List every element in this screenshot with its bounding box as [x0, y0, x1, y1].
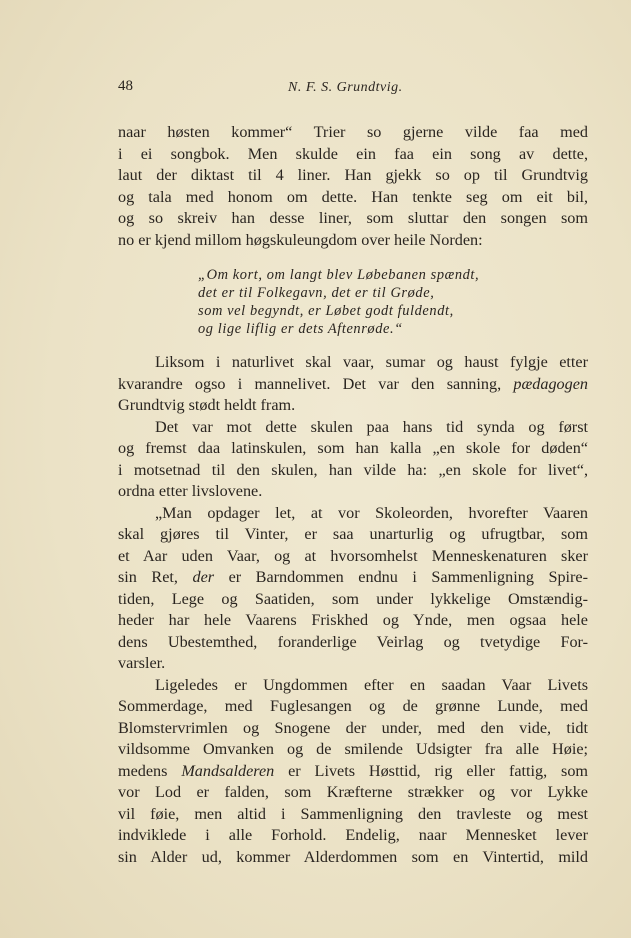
text-line: vildsomme Omvanken og de smilende Udsigter fra alle Høie; — [118, 740, 588, 758]
text-line: skal gjøres til Vinter, er saa unarturlig og ufrugtbar, som — [118, 525, 588, 543]
text-run: kvarandre ogso i mannelivet. Det var den sanning, — [118, 374, 514, 393]
text-line: dens Ubestemthed, foranderlige Veirlag og tvetydige For- — [118, 632, 588, 651]
verse-line: det er til Folkegavn, det er til Grøde, — [198, 285, 435, 301]
text-line — [118, 567, 588, 589]
paragraph-1 — [118, 122, 588, 251]
text-line: no er kjend millom høgskuleungdom over heile Norden: — [118, 230, 483, 249]
text-line: ordna etter livslovene. — [118, 482, 263, 500]
text-run: er Barndommen endnu i Sammenligning Spire- — [214, 568, 588, 586]
text-line: og fremst daa latinskulen, som han kalla „en skole for døden“ — [118, 439, 588, 457]
body-text — [118, 122, 588, 868]
text-line: varsler. — [118, 654, 166, 672]
text-line: Det var mot dette skulen paa hans tid synda og først — [155, 417, 588, 436]
text-line: naar høsten kommer“ Trier so gjerne vilde faa med — [118, 123, 588, 141]
verse-line: som vel begyndt, er Løbet godt fuldendt, — [198, 303, 454, 319]
text-line: Ligeledes er Ungdommen efter en saadan Vaar Livets — [155, 675, 588, 694]
text-run: medens — [118, 761, 182, 780]
text-run: sin Ret, — [118, 568, 193, 586]
paragraph-5 — [118, 675, 588, 869]
paragraph-2 — [118, 352, 588, 417]
text-line: indviklede i alle Forhold. Endelig, naar Mennesket lever — [118, 826, 588, 844]
text-line: et Aar uden Vaar, og at hvorsomhelst Menneskenaturen sker — [118, 546, 588, 565]
text-line: sin Alder ud, kommer Alderdommen som en Vintertid, mild — [118, 847, 588, 866]
running-head: N. F. S. Grundtvig. — [288, 80, 403, 95]
verse-quote — [198, 266, 588, 338]
emphasis: der — [192, 568, 215, 586]
paragraph-3 — [118, 417, 588, 503]
text-line: Sommerdage, med Fuglesangen og de grønne Lunde, med — [118, 697, 588, 715]
text-line: Grundtvig stødt heldt fram. — [118, 396, 296, 414]
page-number: 48 — [118, 78, 133, 94]
verse-line: „Om kort, om langt blev Løbebanen spændt, — [198, 267, 480, 283]
text-line: i ei songbok. Men skulde ein faa ein song av dette, — [118, 144, 588, 163]
text-line: i motsetnad til den skulen, han vilde ha: „en skole for livet“, — [118, 460, 588, 479]
text-line: laut der diktast til 4 liner. Han gjekk so op til Grundtvig — [118, 166, 588, 184]
text-line: heder har hele Vaarens Friskhed og Ynde, men ogsaa hele — [118, 611, 588, 629]
text-line: „Man opdager let, at vor Skoleorden, hvorefter Vaaren — [155, 503, 588, 522]
text-line: og tala med honom om dette. Han tenkte seg om eit bil, — [118, 187, 588, 206]
emphasis: pædagogen — [513, 374, 588, 393]
text-run: er Livets Høsttid, rig eller fattig, som — [274, 761, 589, 780]
text-line — [118, 761, 588, 783]
paragraph-4 — [118, 503, 588, 675]
emphasis: Mandsalderen — [181, 761, 275, 780]
text-line: og so skreiv han desse liner, som sluttar den songen som — [118, 209, 588, 227]
text-line: tiden, Lege og Saatiden, som under lykkelige Omstændig- — [118, 589, 588, 608]
verse-line: og lige liflig er dets Aftenrøde.“ — [198, 321, 403, 337]
text-line: Liksom i naturlivet skal vaar, sumar og haust fylgje etter — [155, 353, 588, 371]
text-line — [118, 374, 588, 396]
text-line: vor Lod er falden, som Kræfterne strækker og vor Lykke — [118, 783, 588, 801]
page-header — [118, 78, 588, 102]
text-line: vil føie, men altid i Sammenligning den travleste og mest — [118, 804, 588, 823]
text-line: Blomstervrimlen og Snogene der under, med den vide, tidt — [118, 718, 588, 737]
